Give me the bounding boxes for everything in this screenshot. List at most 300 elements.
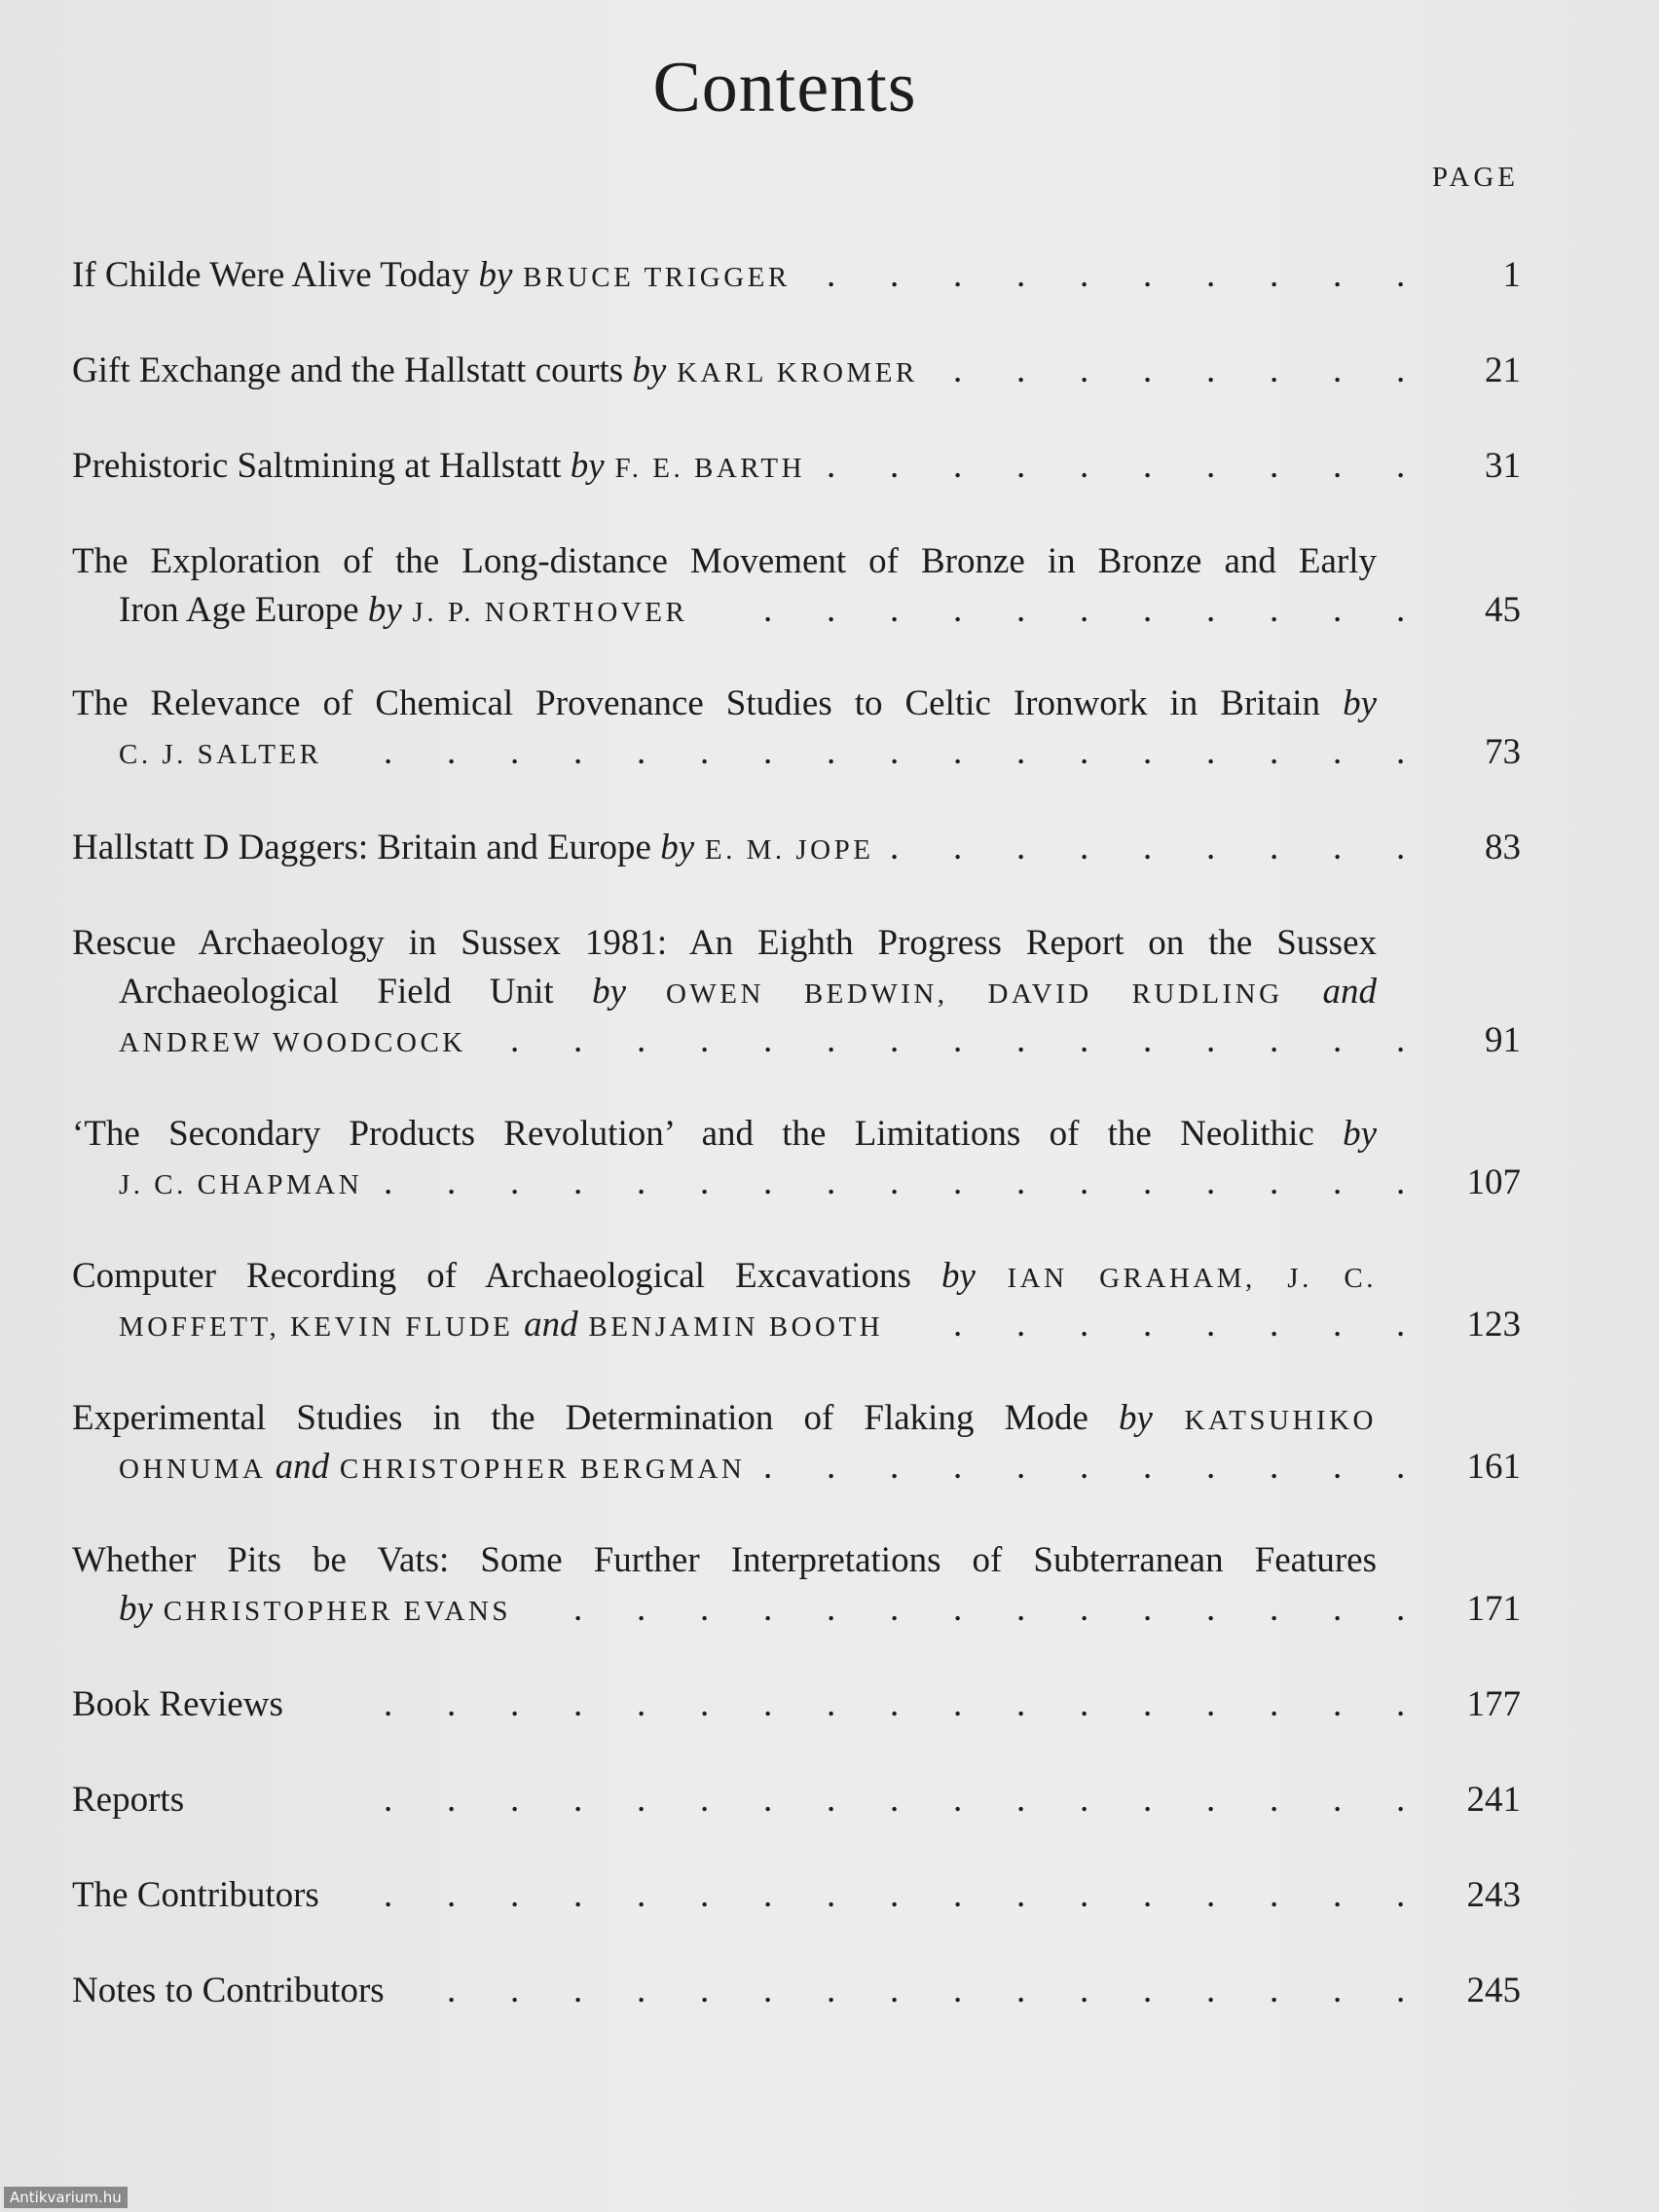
author-name: OWEN BEDWIN, DAVID RUDLING bbox=[626, 978, 1323, 1010]
leader-dot: . bbox=[1270, 732, 1279, 772]
leader-dot: . bbox=[827, 1589, 836, 1629]
author-name: BENJAMIN BOOTH bbox=[577, 1311, 884, 1343]
leader-dot: . bbox=[1206, 590, 1216, 630]
author-name: ANDREW WOODCOCK bbox=[119, 1027, 466, 1058]
leader-dot: . bbox=[1143, 1020, 1153, 1060]
article-title: Archaeological Field Unit bbox=[119, 972, 593, 1012]
leader-dot: . bbox=[1143, 1780, 1153, 1820]
leader-dot: . bbox=[1270, 1780, 1279, 1820]
byline-word: by bbox=[941, 1256, 976, 1296]
leader-dots bbox=[72, 1443, 1416, 1492]
leader-dot: . bbox=[447, 732, 457, 772]
toc-entry bbox=[72, 1680, 1521, 1729]
leader-dot: . bbox=[827, 255, 836, 295]
toc-entry-text bbox=[72, 541, 1377, 581]
leader-dot: . bbox=[763, 1971, 773, 2010]
article-title: Hallstatt D Daggers: Britain and Europe bbox=[72, 828, 661, 867]
leader-dot: . bbox=[1206, 1875, 1216, 1915]
byline-word: by bbox=[660, 828, 695, 867]
leader-dot: . bbox=[1333, 732, 1343, 772]
leader-dot: . bbox=[1396, 1780, 1406, 1820]
leader-dot: . bbox=[1396, 1971, 1406, 2010]
toc-entry-line bbox=[72, 1680, 1521, 1729]
page-number: 161 bbox=[1466, 1447, 1521, 1487]
leader-dots bbox=[72, 1871, 1416, 1920]
leader-dot: . bbox=[890, 828, 900, 867]
leader-dot: . bbox=[510, 732, 520, 772]
leader-dot: . bbox=[573, 732, 583, 772]
toc-entry-line bbox=[72, 680, 1377, 728]
page-number: 123 bbox=[1466, 1305, 1521, 1345]
leader-dot: . bbox=[573, 1589, 583, 1629]
toc-entry-line bbox=[72, 1159, 1521, 1207]
leader-dot: . bbox=[763, 1589, 773, 1629]
author-name: CHRISTOPHER EVANS bbox=[152, 1596, 512, 1627]
leader-dot: . bbox=[573, 1020, 583, 1060]
leader-dot: . bbox=[1143, 350, 1153, 390]
toc-entry-text bbox=[72, 1540, 1377, 1580]
leader-dots bbox=[72, 1967, 1416, 2015]
leader-dot: . bbox=[637, 1589, 646, 1629]
leader-dot: . bbox=[1016, 350, 1026, 390]
leader-dot: . bbox=[1143, 732, 1153, 772]
leader-dot: . bbox=[1016, 1875, 1026, 1915]
leader-dot: . bbox=[1333, 1684, 1343, 1724]
leader-dot: . bbox=[1270, 828, 1279, 867]
leader-dot: . bbox=[1333, 1447, 1343, 1487]
toc-entry-line bbox=[72, 1871, 1521, 1920]
leader-dot: . bbox=[890, 1589, 900, 1629]
leader-dot: . bbox=[890, 1875, 900, 1915]
leader-dots bbox=[72, 824, 1416, 872]
leader-dot: . bbox=[637, 1162, 646, 1202]
article-title: Gift Exchange and the Hallstatt courts bbox=[72, 350, 633, 390]
leader-dot: . bbox=[447, 1684, 457, 1724]
leader-dot: . bbox=[637, 1971, 646, 2010]
article-title: Computer Recording of Archaeological Excavations bbox=[72, 1256, 941, 1296]
leader-dots bbox=[72, 1301, 1416, 1349]
leader-dot: . bbox=[1333, 1162, 1343, 1202]
toc-entry-line bbox=[72, 586, 1521, 635]
leader-dot: . bbox=[1143, 1875, 1153, 1915]
toc-entry-text bbox=[72, 1398, 1377, 1438]
byline-word: and bbox=[1322, 972, 1377, 1012]
page-number: 177 bbox=[1466, 1684, 1521, 1724]
leader-dot: . bbox=[1270, 1589, 1279, 1629]
article-title: Whether Pits be Vats: Some Further Interpretations of Subterranean Features bbox=[72, 1540, 1377, 1580]
leader-dot: . bbox=[1396, 1875, 1406, 1915]
leader-dot: . bbox=[890, 1020, 900, 1060]
leader-dot: . bbox=[1080, 828, 1089, 867]
toc-entry bbox=[72, 1252, 1521, 1349]
toc-entry-line bbox=[72, 1776, 1521, 1825]
leader-dot: . bbox=[1206, 828, 1216, 867]
leader-dot: . bbox=[1206, 1780, 1216, 1820]
leader-dot: . bbox=[827, 1684, 836, 1724]
author-name: KATSUHIKO bbox=[1152, 1405, 1377, 1436]
leader-dot: . bbox=[827, 1875, 836, 1915]
leader-dot: . bbox=[700, 1684, 710, 1724]
toc-entry bbox=[72, 1967, 1521, 2015]
toc-entry bbox=[72, 1110, 1521, 1207]
toc-entry-line bbox=[72, 1016, 1521, 1065]
leader-dot: . bbox=[1333, 1875, 1343, 1915]
leader-dot: . bbox=[1396, 1447, 1406, 1487]
toc-entry-line bbox=[72, 251, 1521, 300]
author-name: F. E. BARTH bbox=[604, 453, 806, 484]
leader-dot: . bbox=[700, 1971, 710, 2010]
leader-dot: . bbox=[953, 1780, 963, 1820]
leader-dot: . bbox=[763, 1875, 773, 1915]
leader-dot: . bbox=[637, 1020, 646, 1060]
leader-dot: . bbox=[1206, 1020, 1216, 1060]
leader-dot: . bbox=[1016, 255, 1026, 295]
leader-dots bbox=[72, 1776, 1416, 1825]
byline-word: by bbox=[1343, 1114, 1377, 1154]
toc-entry-line bbox=[72, 1536, 1377, 1585]
author-name: OHNUMA bbox=[119, 1454, 276, 1485]
article-title: Book Reviews bbox=[72, 1684, 283, 1724]
leader-dot: . bbox=[1270, 255, 1279, 295]
toc-entry-line bbox=[72, 1585, 1521, 1634]
page-number: 31 bbox=[1485, 446, 1521, 486]
leader-dot: . bbox=[1396, 1589, 1406, 1629]
toc-entry bbox=[72, 919, 1521, 1065]
leader-dot: . bbox=[1396, 732, 1406, 772]
leader-dot: . bbox=[1396, 828, 1406, 867]
leader-dot: . bbox=[384, 732, 393, 772]
leader-dot: . bbox=[890, 446, 900, 486]
toc-entry bbox=[72, 537, 1521, 635]
leader-dot: . bbox=[1143, 1684, 1153, 1724]
leader-dot: . bbox=[447, 1971, 457, 2010]
article-title: Iron Age Europe bbox=[119, 590, 368, 630]
leader-dot: . bbox=[1016, 1971, 1026, 2010]
leader-dot: . bbox=[384, 1875, 393, 1915]
leader-dot: . bbox=[1080, 1589, 1089, 1629]
leader-dot: . bbox=[1270, 590, 1279, 630]
leader-dot: . bbox=[1143, 590, 1153, 630]
leader-dot: . bbox=[1016, 1305, 1026, 1345]
watermark: Antikvarium.hu bbox=[4, 2187, 128, 2208]
article-title: ‘The Secondary Products Revolution’ and the Limitations of the Neolithic bbox=[72, 1114, 1344, 1154]
author-name: C. J. SALTER bbox=[119, 739, 322, 770]
leader-dot: . bbox=[510, 1875, 520, 1915]
leader-dot: . bbox=[953, 350, 963, 390]
leader-dots bbox=[72, 1016, 1416, 1065]
leader-dot: . bbox=[953, 1875, 963, 1915]
toc-entry bbox=[72, 680, 1521, 777]
leader-dot: . bbox=[1080, 1684, 1089, 1724]
leader-dot: . bbox=[1396, 1684, 1406, 1724]
leader-dot: . bbox=[827, 732, 836, 772]
leader-dot: . bbox=[510, 1162, 520, 1202]
toc-entry-text bbox=[72, 923, 1377, 963]
leader-dot: . bbox=[1143, 1305, 1153, 1345]
leader-dot: . bbox=[1143, 1971, 1153, 2010]
article-title: Experimental Studies in the Determination of Flaking Mode bbox=[72, 1398, 1119, 1438]
toc-entry-line bbox=[72, 1110, 1377, 1159]
toc-entry bbox=[72, 1871, 1521, 1920]
leader-dot: . bbox=[1333, 1305, 1343, 1345]
author-name: IAN GRAHAM, J. C. bbox=[975, 1263, 1377, 1294]
leader-dot: . bbox=[1396, 590, 1406, 630]
leader-dot: . bbox=[447, 1875, 457, 1915]
page-number: 83 bbox=[1485, 828, 1521, 867]
leader-dot: . bbox=[1143, 255, 1153, 295]
article-title: Rescue Archaeology in Sussex 1981: An Eighth Progress Report on the Sussex bbox=[72, 923, 1377, 963]
page-number: 1 bbox=[1502, 255, 1521, 295]
author-name: KARL KROMER bbox=[666, 357, 918, 388]
author-name: J. P. NORTHOVER bbox=[401, 597, 688, 628]
leader-dot: . bbox=[953, 446, 963, 486]
toc-entry-line bbox=[72, 537, 1377, 586]
leader-dot: . bbox=[1333, 828, 1343, 867]
toc-entry bbox=[72, 1776, 1521, 1825]
toc-entry-line bbox=[72, 1301, 1521, 1349]
leader-dot: . bbox=[890, 1162, 900, 1202]
article-title: Prehistoric Saltmining at Hallstatt bbox=[72, 446, 571, 486]
leader-dot: . bbox=[1016, 732, 1026, 772]
article-title: The Relevance of Chemical Provenance Studies to Celtic Ironwork in Britain bbox=[72, 683, 1344, 723]
leader-dot: . bbox=[510, 1020, 520, 1060]
leader-dot: . bbox=[1016, 1162, 1026, 1202]
leader-dot: . bbox=[1080, 1305, 1089, 1345]
leader-dot: . bbox=[953, 1305, 963, 1345]
leader-dot: . bbox=[1016, 1020, 1026, 1060]
leader-dot: . bbox=[573, 1875, 583, 1915]
page-column-label: PAGE bbox=[1431, 162, 1519, 193]
page-number: 45 bbox=[1485, 590, 1521, 630]
toc-entry-line bbox=[72, 1443, 1521, 1492]
toc-entry bbox=[72, 442, 1521, 491]
leader-dot: . bbox=[1080, 1020, 1089, 1060]
byline-word: by bbox=[367, 590, 402, 630]
leader-dot: . bbox=[637, 1684, 646, 1724]
leader-dot: . bbox=[447, 1162, 457, 1202]
page-number: 243 bbox=[1466, 1875, 1521, 1915]
leader-dot: . bbox=[1270, 1875, 1279, 1915]
leader-dot: . bbox=[890, 255, 900, 295]
leader-dot: . bbox=[1206, 1971, 1216, 2010]
leader-dots bbox=[72, 251, 1416, 300]
byline-word: by bbox=[570, 446, 605, 486]
leader-dots bbox=[72, 586, 1416, 635]
page-number: 73 bbox=[1485, 732, 1521, 772]
leader-dot: . bbox=[1080, 1875, 1089, 1915]
leader-dot: . bbox=[384, 1684, 393, 1724]
toc-entry-text bbox=[72, 1256, 1377, 1296]
leader-dot: . bbox=[953, 1162, 963, 1202]
leader-dot: . bbox=[1333, 350, 1343, 390]
toc-entry bbox=[72, 347, 1521, 395]
leader-dot: . bbox=[637, 1780, 646, 1820]
article-title: The Contributors bbox=[72, 1875, 319, 1915]
leader-dot: . bbox=[953, 590, 963, 630]
toc-entry-line bbox=[72, 968, 1377, 1016]
toc-entry-text bbox=[72, 683, 1377, 723]
leader-dot: . bbox=[1143, 446, 1153, 486]
leader-dot: . bbox=[1270, 1447, 1279, 1487]
leader-dot: . bbox=[890, 1447, 900, 1487]
toc-entry-line bbox=[72, 919, 1377, 968]
toc-entry-text bbox=[119, 972, 1377, 1012]
leader-dots bbox=[72, 1159, 1416, 1207]
leader-dot: . bbox=[573, 1684, 583, 1724]
leader-dot: . bbox=[700, 1875, 710, 1915]
leader-dots bbox=[72, 728, 1416, 777]
leader-dot: . bbox=[1143, 1589, 1153, 1629]
leader-dot: . bbox=[1016, 1589, 1026, 1629]
author-name: BRUCE TRIGGER bbox=[512, 262, 791, 293]
byline-word: and bbox=[524, 1305, 578, 1345]
toc-entry bbox=[72, 1394, 1521, 1492]
leader-dot: . bbox=[1080, 446, 1089, 486]
author-name: J. C. CHAPMAN bbox=[119, 1169, 363, 1200]
leader-dot: . bbox=[1206, 1684, 1216, 1724]
page-number: 91 bbox=[1485, 1020, 1521, 1060]
leader-dot: . bbox=[1016, 828, 1026, 867]
leader-dot: . bbox=[890, 1780, 900, 1820]
leader-dot: . bbox=[384, 1162, 393, 1202]
leader-dot: . bbox=[1396, 1020, 1406, 1060]
leader-dot: . bbox=[1016, 1447, 1026, 1487]
leader-dot: . bbox=[510, 1684, 520, 1724]
leader-dot: . bbox=[447, 1780, 457, 1820]
leader-dot: . bbox=[1333, 1971, 1343, 2010]
leader-dot: . bbox=[1206, 1162, 1216, 1202]
leader-dot: . bbox=[763, 590, 773, 630]
article-title: The Exploration of the Long-distance Movement of Bronze in Bronze and Early bbox=[72, 541, 1377, 581]
leader-dot: . bbox=[953, 828, 963, 867]
byline-word: and bbox=[275, 1447, 330, 1487]
leader-dot: . bbox=[953, 1589, 963, 1629]
leader-dot: . bbox=[827, 1020, 836, 1060]
leader-dot: . bbox=[953, 1684, 963, 1724]
leader-dot: . bbox=[1396, 446, 1406, 486]
page-number: 21 bbox=[1485, 350, 1521, 390]
article-title: If Childe Were Alive Today bbox=[72, 255, 479, 295]
byline-word: by bbox=[592, 972, 627, 1012]
leader-dot: . bbox=[1333, 446, 1343, 486]
leader-dot: . bbox=[1016, 1684, 1026, 1724]
leader-dot: . bbox=[1080, 1971, 1089, 2010]
toc-entry-line bbox=[72, 1394, 1377, 1443]
toc-entry-line bbox=[72, 1252, 1377, 1301]
leader-dot: . bbox=[827, 1447, 836, 1487]
leader-dot: . bbox=[637, 1875, 646, 1915]
leader-dot: . bbox=[763, 1780, 773, 1820]
toc-entry bbox=[72, 824, 1521, 872]
leader-dot: . bbox=[384, 1780, 393, 1820]
leader-dot: . bbox=[637, 732, 646, 772]
leader-dot: . bbox=[1016, 1780, 1026, 1820]
toc-entry-line bbox=[72, 347, 1521, 395]
leader-dot: . bbox=[1016, 446, 1026, 486]
leader-dot: . bbox=[1333, 255, 1343, 295]
leader-dot: . bbox=[700, 1020, 710, 1060]
leader-dot: . bbox=[827, 446, 836, 486]
leader-dots bbox=[72, 442, 1416, 491]
leader-dot: . bbox=[1396, 1305, 1406, 1345]
leader-dot: . bbox=[827, 590, 836, 630]
page-number: 107 bbox=[1466, 1162, 1521, 1202]
leader-dot: . bbox=[700, 1162, 710, 1202]
toc-entry-line bbox=[72, 824, 1521, 872]
leader-dot: . bbox=[1396, 1162, 1406, 1202]
leader-dot: . bbox=[1270, 1684, 1279, 1724]
leader-dot: . bbox=[1206, 1589, 1216, 1629]
leader-dot: . bbox=[953, 1971, 963, 2010]
author-name: MOFFETT, KEVIN FLUDE bbox=[119, 1311, 525, 1343]
leader-dot: . bbox=[700, 1780, 710, 1820]
toc-entry-text bbox=[72, 1114, 1377, 1154]
leader-dot: . bbox=[1396, 255, 1406, 295]
leader-dot: . bbox=[700, 732, 710, 772]
leader-dot: . bbox=[890, 1971, 900, 2010]
leader-dot: . bbox=[1206, 255, 1216, 295]
leader-dot: . bbox=[573, 1162, 583, 1202]
leader-dot: . bbox=[1143, 1447, 1153, 1487]
byline-word: by bbox=[478, 255, 513, 295]
leader-dot: . bbox=[1080, 1447, 1089, 1487]
leader-dot: . bbox=[1080, 255, 1089, 295]
leader-dot: . bbox=[1270, 446, 1279, 486]
page-title: Contents bbox=[652, 48, 917, 128]
leader-dot: . bbox=[1080, 590, 1089, 630]
leader-dot: . bbox=[1270, 1020, 1279, 1060]
leader-dot: . bbox=[1206, 446, 1216, 486]
leader-dot: . bbox=[827, 1780, 836, 1820]
leader-dots bbox=[72, 1585, 1416, 1634]
leader-dot: . bbox=[1270, 350, 1279, 390]
leader-dot: . bbox=[1270, 1305, 1279, 1345]
byline-word: by bbox=[119, 1589, 153, 1629]
leader-dot: . bbox=[1206, 1447, 1216, 1487]
toc-entry bbox=[72, 251, 1521, 300]
leader-dot: . bbox=[573, 1780, 583, 1820]
leader-dot: . bbox=[890, 732, 900, 772]
leader-dot: . bbox=[1333, 1020, 1343, 1060]
leader-dot: . bbox=[1016, 590, 1026, 630]
leader-dot: . bbox=[573, 1971, 583, 2010]
leader-dots bbox=[72, 347, 1416, 395]
leader-dot: . bbox=[763, 1162, 773, 1202]
toc-entry-line bbox=[72, 1967, 1521, 2015]
byline-word: by bbox=[1343, 683, 1377, 723]
leader-dot: . bbox=[1080, 350, 1089, 390]
leader-dot: . bbox=[953, 1447, 963, 1487]
leader-dot: . bbox=[1333, 1589, 1343, 1629]
leader-dot: . bbox=[1206, 732, 1216, 772]
leader-dot: . bbox=[827, 1162, 836, 1202]
leader-dot: . bbox=[700, 1589, 710, 1629]
leader-dot: . bbox=[510, 1780, 520, 1820]
leader-dot: . bbox=[827, 1971, 836, 2010]
leader-dot: . bbox=[890, 1684, 900, 1724]
page-number: 171 bbox=[1466, 1589, 1521, 1629]
leader-dot: . bbox=[953, 732, 963, 772]
page-number: 241 bbox=[1466, 1780, 1521, 1820]
toc-entry-line bbox=[72, 442, 1521, 491]
page-number: 245 bbox=[1466, 1971, 1521, 2010]
article-title: Notes to Contributors bbox=[72, 1971, 385, 2010]
leader-dot: . bbox=[1143, 1162, 1153, 1202]
toc-entry bbox=[72, 1536, 1521, 1634]
leader-dot: . bbox=[1270, 1162, 1279, 1202]
byline-word: by bbox=[632, 350, 667, 390]
leader-dot: . bbox=[1396, 350, 1406, 390]
